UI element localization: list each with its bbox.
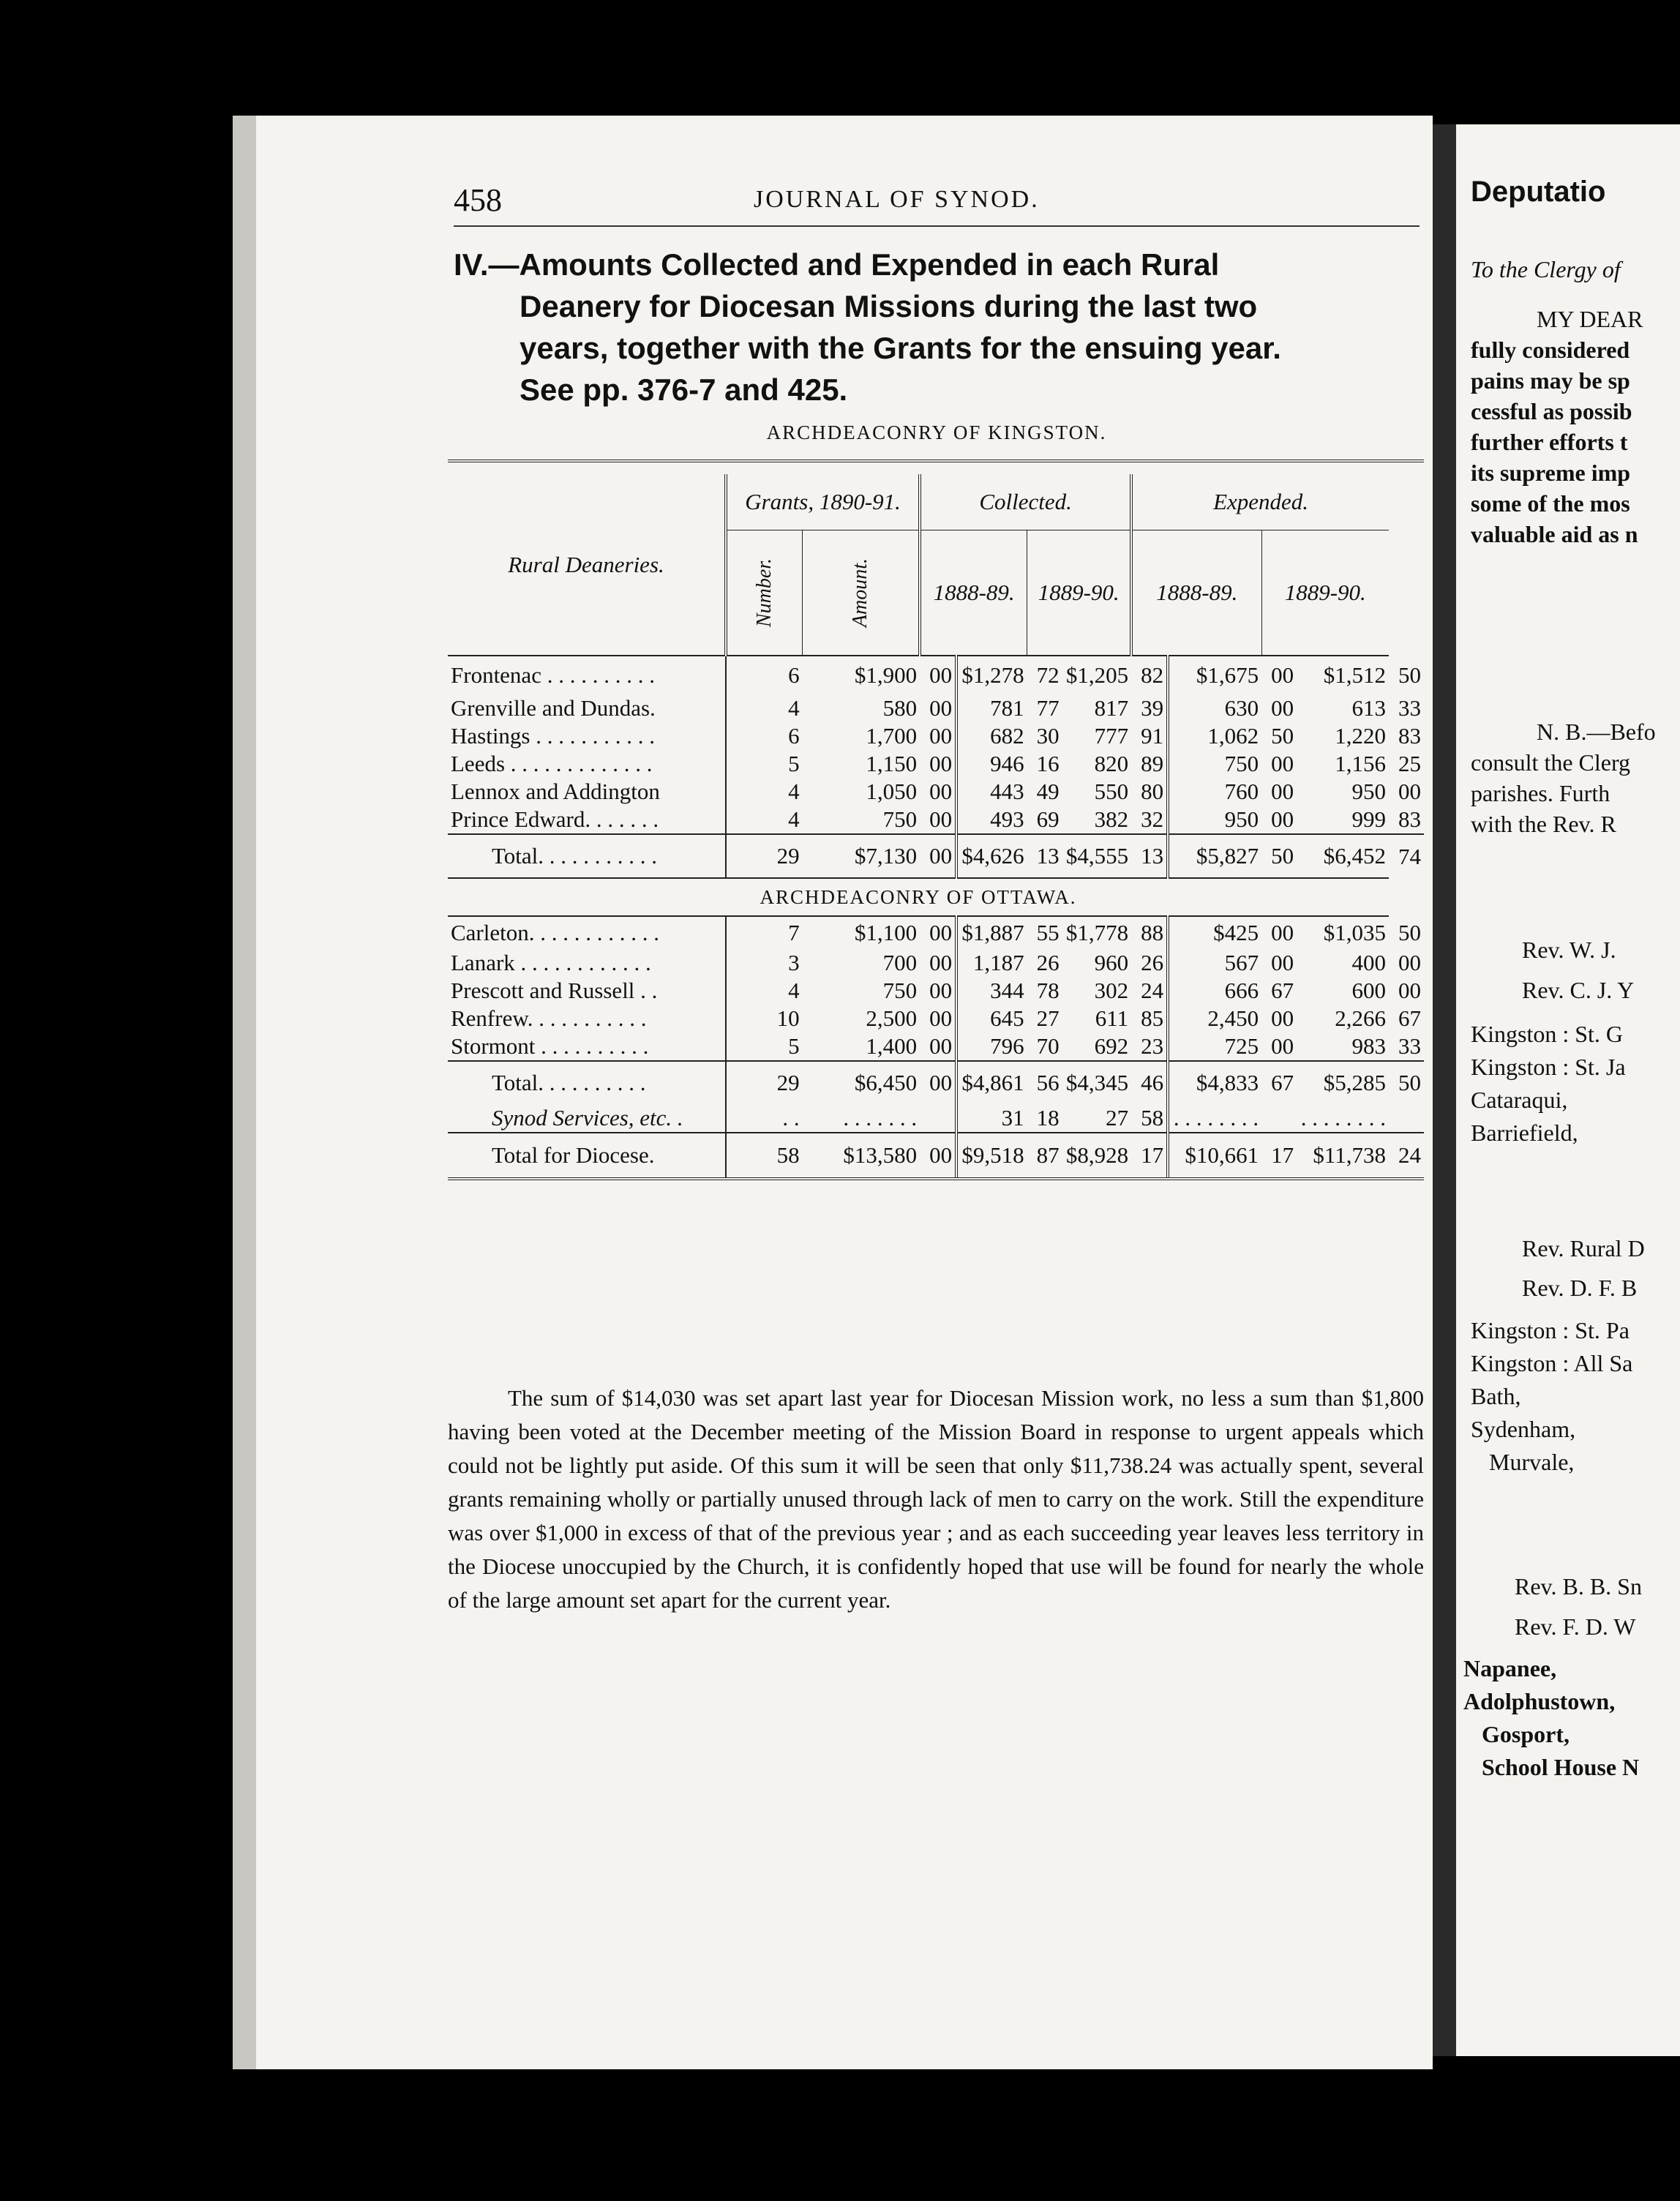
cell: 2,450	[1168, 1005, 1261, 1032]
cell: 30	[1036, 723, 1060, 749]
right-page-line: Kingston : St. G	[1471, 1021, 1624, 1047]
right-page-line: Rev. W. J.	[1522, 937, 1616, 963]
cell: 443	[956, 778, 1027, 806]
table-row	[448, 778, 1424, 806]
right-page-line: Rev. D. F. B	[1522, 1275, 1638, 1301]
right-page-line: N. B.—Befo	[1537, 719, 1656, 745]
cell: 10	[726, 1005, 803, 1032]
cell: 5	[726, 750, 803, 778]
cell: 1,700	[866, 723, 918, 749]
journal-title: JOURNAL OF SYNOD.	[754, 186, 1040, 213]
cell: 18	[1036, 1105, 1060, 1131]
cell: $425	[1168, 916, 1261, 949]
cell: 983	[1351, 1033, 1386, 1059]
cell: 69	[1036, 806, 1060, 832]
cell: 1,220	[1335, 723, 1386, 749]
table-row	[448, 750, 1424, 778]
right-page-line: Napanee,	[1463, 1655, 1557, 1681]
row-label: Prince Edward. . . . . . .	[451, 806, 659, 832]
cell: 00	[920, 778, 956, 806]
cell: 796	[956, 1032, 1027, 1061]
cell: 82	[1131, 656, 1168, 694]
total-row	[448, 834, 1424, 878]
row-label: Hastings . . . . . . . . . . .	[451, 723, 655, 749]
cell: 78	[1036, 978, 1060, 1003]
cell: 950	[1168, 806, 1261, 834]
cell: 23	[1131, 1032, 1168, 1061]
page-number: 458	[454, 182, 502, 218]
cell: 550	[1094, 779, 1129, 804]
cell: $4,833	[1168, 1061, 1261, 1104]
synod-row	[448, 1104, 1424, 1133]
right-page-line: consult the Clerg	[1471, 749, 1631, 776]
row-label: Renfrew. . . . . . . . . . .	[451, 1005, 647, 1031]
row-label: Lennox and Addington	[451, 779, 660, 804]
cell: 58	[1131, 1104, 1168, 1133]
cell: $9,518	[956, 1133, 1027, 1179]
cell: 33	[1398, 1033, 1421, 1059]
ottawa-rows	[448, 916, 1424, 1061]
cell: $6,450	[803, 1061, 920, 1104]
cell: 50	[1389, 1061, 1424, 1104]
cell: 55	[1036, 920, 1060, 945]
cell: 39	[1131, 694, 1168, 722]
cell	[920, 1104, 956, 1133]
right-page-line: valuable aid as n	[1471, 521, 1638, 547]
cell: $1,512	[1323, 662, 1386, 688]
cell: 700	[882, 950, 918, 975]
cell: 00	[920, 722, 956, 750]
cell: . . . . . . . .	[1300, 1105, 1386, 1131]
right-page-line: parishes. Furth	[1471, 780, 1610, 806]
cell: 7	[726, 916, 803, 949]
header-rule	[454, 225, 1420, 227]
cell: 00	[920, 1061, 956, 1104]
row-label: Grenville and Dundas.	[451, 695, 656, 721]
cell: 00	[920, 806, 956, 834]
cell: 67	[1271, 978, 1294, 1003]
right-page-line: its supreme imp	[1471, 460, 1631, 486]
cell: 00	[1271, 920, 1294, 945]
cell: 58	[726, 1133, 803, 1179]
cell: 32	[1131, 806, 1168, 834]
right-page-line: Sydenham,	[1471, 1416, 1576, 1442]
cell: 682	[956, 722, 1027, 750]
cell: 725	[1168, 1032, 1261, 1061]
cell: 27	[1106, 1105, 1129, 1131]
row-label: Total. . . . . . . . . .	[448, 1061, 726, 1104]
cell: $1,100	[854, 920, 918, 945]
right-page-line: cessful as possib	[1471, 398, 1632, 424]
table-row	[448, 977, 1424, 1005]
cell: . . . . . . .	[843, 1105, 918, 1131]
right-page-line: Adolphustown,	[1463, 1688, 1616, 1714]
cell: 4	[726, 694, 803, 722]
cell: 00	[1271, 806, 1294, 832]
cell: 00	[1271, 695, 1294, 721]
cell: 1,150	[866, 751, 918, 776]
right-page-line: further efforts t	[1471, 429, 1628, 455]
cell: 24	[1131, 977, 1168, 1005]
cell: 00	[1271, 1005, 1294, 1031]
cell: 72	[1036, 662, 1060, 688]
cell: 493	[956, 806, 1027, 834]
table-row	[448, 1032, 1424, 1061]
right-page-line: Rev. B. B. Sn	[1515, 1573, 1642, 1600]
cell	[1261, 1104, 1297, 1133]
cell: 85	[1131, 1005, 1168, 1032]
right-page-line: pains may be sp	[1471, 367, 1630, 394]
right-page-line: Kingston : All Sa	[1471, 1350, 1633, 1376]
cell: $5,827	[1168, 834, 1261, 878]
cell: 26	[1131, 949, 1168, 977]
cell: 17	[1131, 1133, 1168, 1179]
cell: 781	[956, 694, 1027, 722]
cell: 91	[1131, 722, 1168, 750]
cell: 580	[882, 695, 918, 721]
cell: 4	[726, 778, 803, 806]
cell: 00	[920, 694, 956, 722]
cell: 50	[1398, 919, 1421, 945]
right-page-line: Cataraqui,	[1471, 1087, 1568, 1113]
cell: $4,345	[1062, 1061, 1131, 1104]
cell: 00	[920, 750, 956, 778]
archdeaconry-heading: ARCHDEACONRY OF KINGSTON.	[766, 421, 1107, 443]
cell: 750	[1168, 750, 1261, 778]
cell: 33	[1398, 695, 1421, 721]
left-page	[233, 116, 1433, 2069]
right-page-line: Kingston : St. Pa	[1471, 1317, 1630, 1343]
cell: 67	[1261, 1061, 1297, 1104]
cell: 29	[726, 1061, 803, 1104]
cell: 00	[920, 1032, 956, 1061]
cell: 27	[1036, 1005, 1060, 1031]
cell: 00	[920, 1133, 956, 1179]
cell: $5,285	[1297, 1061, 1389, 1104]
cell: 00	[1398, 950, 1421, 975]
cell: $1,205	[1065, 662, 1129, 688]
cell: $1,035	[1323, 920, 1386, 945]
page-gutter	[1433, 124, 1456, 2056]
table-row	[448, 916, 1424, 949]
cell: 2,500	[866, 1005, 918, 1031]
right-page-line: School House N	[1482, 1754, 1640, 1780]
row-label: Carleton. . . . . . . . . . . .	[451, 920, 659, 945]
cell: $1,887	[956, 916, 1027, 949]
right-page-line: To the Clergy of	[1471, 256, 1621, 282]
cell: 630	[1168, 694, 1261, 722]
row-label: Stormont . . . . . . . . . .	[451, 1033, 649, 1059]
cell: 999	[1351, 806, 1386, 832]
cell: 611	[1095, 1005, 1129, 1031]
table-row	[448, 806, 1424, 834]
cell: . .	[726, 1104, 803, 1133]
right-page-line: Rev. F. D. W	[1515, 1613, 1636, 1640]
header-row: Rural Deaneries. Grants, 1890-91. Collected. Expended.	[448, 474, 1424, 530]
cell: $1,778	[1065, 920, 1129, 945]
cell: 56	[1027, 1061, 1062, 1104]
cell: 00	[920, 656, 956, 694]
cell: 67	[1398, 1005, 1421, 1031]
cell: 2,266	[1335, 1005, 1386, 1031]
ottawa-total	[448, 1061, 1424, 1133]
cell: 760	[1168, 778, 1261, 806]
cell: 87	[1027, 1133, 1062, 1179]
cell: 26	[1036, 950, 1060, 975]
cell: 24	[1389, 1133, 1424, 1179]
cell: $1,675	[1168, 656, 1261, 694]
cell: 645	[956, 1005, 1027, 1032]
cell: $6,452	[1297, 834, 1389, 878]
right-page-line: Gosport,	[1482, 1721, 1570, 1747]
cell: $1,278	[956, 656, 1027, 694]
row-label: Frontenac . . . . . . . . . .	[451, 662, 655, 688]
kingston-total	[448, 834, 1424, 878]
cell: 00	[920, 834, 956, 878]
cell: $11,738	[1297, 1133, 1389, 1179]
ottawa-heading-row	[448, 878, 1424, 916]
cell: 666	[1168, 977, 1261, 1005]
right-page-line: some of the mos	[1471, 490, 1630, 517]
cell: 00	[920, 1005, 956, 1032]
cell: 50	[1271, 723, 1294, 749]
cell: 17	[1261, 1133, 1297, 1179]
cell: 50	[1398, 661, 1421, 688]
table-row	[448, 1005, 1424, 1032]
cell: 1,400	[866, 1033, 918, 1059]
cell: $13,580	[803, 1133, 920, 1179]
archdeaconry-heading: ARCHDEACONRY OF OTTAWA.	[448, 878, 1389, 916]
right-page-line: Bath,	[1471, 1383, 1521, 1409]
cell: 00	[1271, 1033, 1294, 1059]
cell: 1,062	[1168, 722, 1261, 750]
cell: 74	[1389, 834, 1424, 878]
cell: 6	[726, 722, 803, 750]
right-page-line: Murvale,	[1489, 1449, 1575, 1475]
cell: $8,928	[1062, 1133, 1131, 1179]
cell: 00	[1271, 662, 1294, 688]
row-label: Prescott and Russell . .	[451, 978, 658, 1003]
cell: 25	[1398, 751, 1421, 776]
subheader-row: Number. Amount. 1888-89. 1889-90. 1888-89. 1889-90.	[448, 530, 1424, 656]
cell: 31	[956, 1104, 1027, 1133]
cell: 600	[1351, 978, 1386, 1003]
right-page-fragment	[1456, 124, 1680, 2056]
cell: 6	[726, 656, 803, 694]
cell: $10,661	[1168, 1133, 1261, 1179]
cell: 777	[1094, 723, 1129, 749]
row-label: Total. . . . . . . . . . .	[448, 834, 726, 878]
table-row	[448, 949, 1424, 977]
running-header	[256, 181, 1420, 225]
cell: 83	[1398, 723, 1421, 749]
cell: 89	[1131, 750, 1168, 778]
cell: 692	[1094, 1033, 1129, 1059]
cell: 00	[1398, 779, 1421, 804]
right-page-line: Barriefield,	[1471, 1120, 1578, 1146]
explanatory-paragraph: The sum of $14,030 was set apart last year for Diocesan Mission work, no less a sum than $1,800 having been voted at the December meeting of the Mission Board in response to urgent appeals which could not be lightly put aside. Of this sum it will be seen that only $11,738.24 was actually spent, several grants remaining wholly or partially unused through lack of men to carry on the work. Still the expenditure was over $1,000 in excess of that of the previous year ; and as each succeeding year leaves less territory in the Diocese unoccupied by the Church, it is confidently hoped that use will be found for nearly the whole of the large amount set apart for the current year.	[448, 1385, 1424, 1613]
cell: 16	[1036, 751, 1060, 776]
cell: 817	[1094, 695, 1129, 721]
cell: 4	[726, 977, 803, 1005]
missions-table	[448, 474, 1424, 1180]
cell: 88	[1131, 916, 1168, 949]
cell: 302	[1094, 978, 1129, 1003]
cell: 344	[956, 977, 1027, 1005]
cell: $4,555	[1062, 834, 1131, 878]
cell: 00	[1271, 751, 1294, 776]
cell: 13	[1131, 834, 1168, 878]
kingston-rows	[448, 656, 1424, 834]
cell: 13	[1027, 834, 1062, 878]
diocese-total	[448, 1133, 1424, 1179]
cell: 70	[1036, 1033, 1060, 1059]
cell: $1,900	[854, 662, 918, 688]
cell: 613	[1351, 695, 1386, 721]
cell: . . . . . . . .	[1168, 1104, 1261, 1133]
cell: 00	[1398, 978, 1421, 1003]
table-top-rule	[448, 460, 1424, 462]
cell: 567	[1168, 949, 1261, 977]
row-label: Total for Diocese.	[448, 1133, 726, 1179]
right-page-line: Rev. C. J. Y	[1522, 977, 1635, 1003]
table-row	[448, 694, 1424, 722]
cell: 382	[1094, 806, 1129, 832]
cell: 00	[920, 977, 956, 1005]
cell: $4,861	[956, 1061, 1027, 1104]
cell: 77	[1036, 695, 1060, 721]
cell: $7,130	[803, 834, 920, 878]
section-title: IV.—Amounts Collected and Expended in each Rural Deanery for Diocesan Missions during the last two years, together with the Grants for the ensuing year. See pp. 376-7 and 425.	[454, 247, 1281, 407]
cell: 00	[1271, 950, 1294, 975]
cell: 750	[882, 978, 918, 1003]
table-row	[448, 656, 1424, 694]
table-row	[448, 722, 1424, 750]
right-page-line: Kingston : St. Ja	[1471, 1054, 1626, 1080]
cell: 3	[726, 949, 803, 977]
cell: 29	[726, 834, 803, 878]
cell: 50	[1261, 834, 1297, 878]
right-page-line: Rev. Rural D	[1522, 1235, 1645, 1261]
cell: 950	[1351, 779, 1386, 804]
right-page-line: Deputatio	[1471, 176, 1606, 208]
cell: 00	[920, 916, 956, 949]
right-page-line: fully considered	[1471, 337, 1630, 363]
cell: 1,187	[956, 949, 1027, 977]
cell: 4	[726, 806, 803, 834]
cell: 946	[956, 750, 1027, 778]
cell: 46	[1131, 1061, 1168, 1104]
diocese-total-row	[448, 1133, 1424, 1179]
cell: 80	[1131, 778, 1168, 806]
right-page-line: MY DEAR	[1537, 306, 1643, 332]
row-label: Lanark . . . . . . . . . . . .	[451, 950, 651, 975]
row-label: Synod Services, etc. .	[492, 1105, 683, 1131]
cell	[1389, 1104, 1424, 1133]
right-page-line: with the Rev. R	[1471, 811, 1616, 837]
cell: 750	[882, 806, 918, 832]
cell: 820	[1094, 751, 1129, 776]
cell: 960	[1094, 950, 1129, 975]
cell: 49	[1036, 779, 1060, 804]
total-row	[448, 1061, 1424, 1104]
cell: 400	[1351, 950, 1386, 975]
cell: 00	[920, 949, 956, 977]
row-label: Leeds . . . . . . . . . . . . .	[451, 751, 653, 776]
cell: 5	[726, 1032, 803, 1061]
cell: 83	[1398, 806, 1421, 832]
cell: 1,156	[1335, 751, 1386, 776]
cell: 1,050	[866, 779, 918, 804]
cell: 00	[1271, 779, 1294, 804]
cell: $4,626	[956, 834, 1027, 878]
